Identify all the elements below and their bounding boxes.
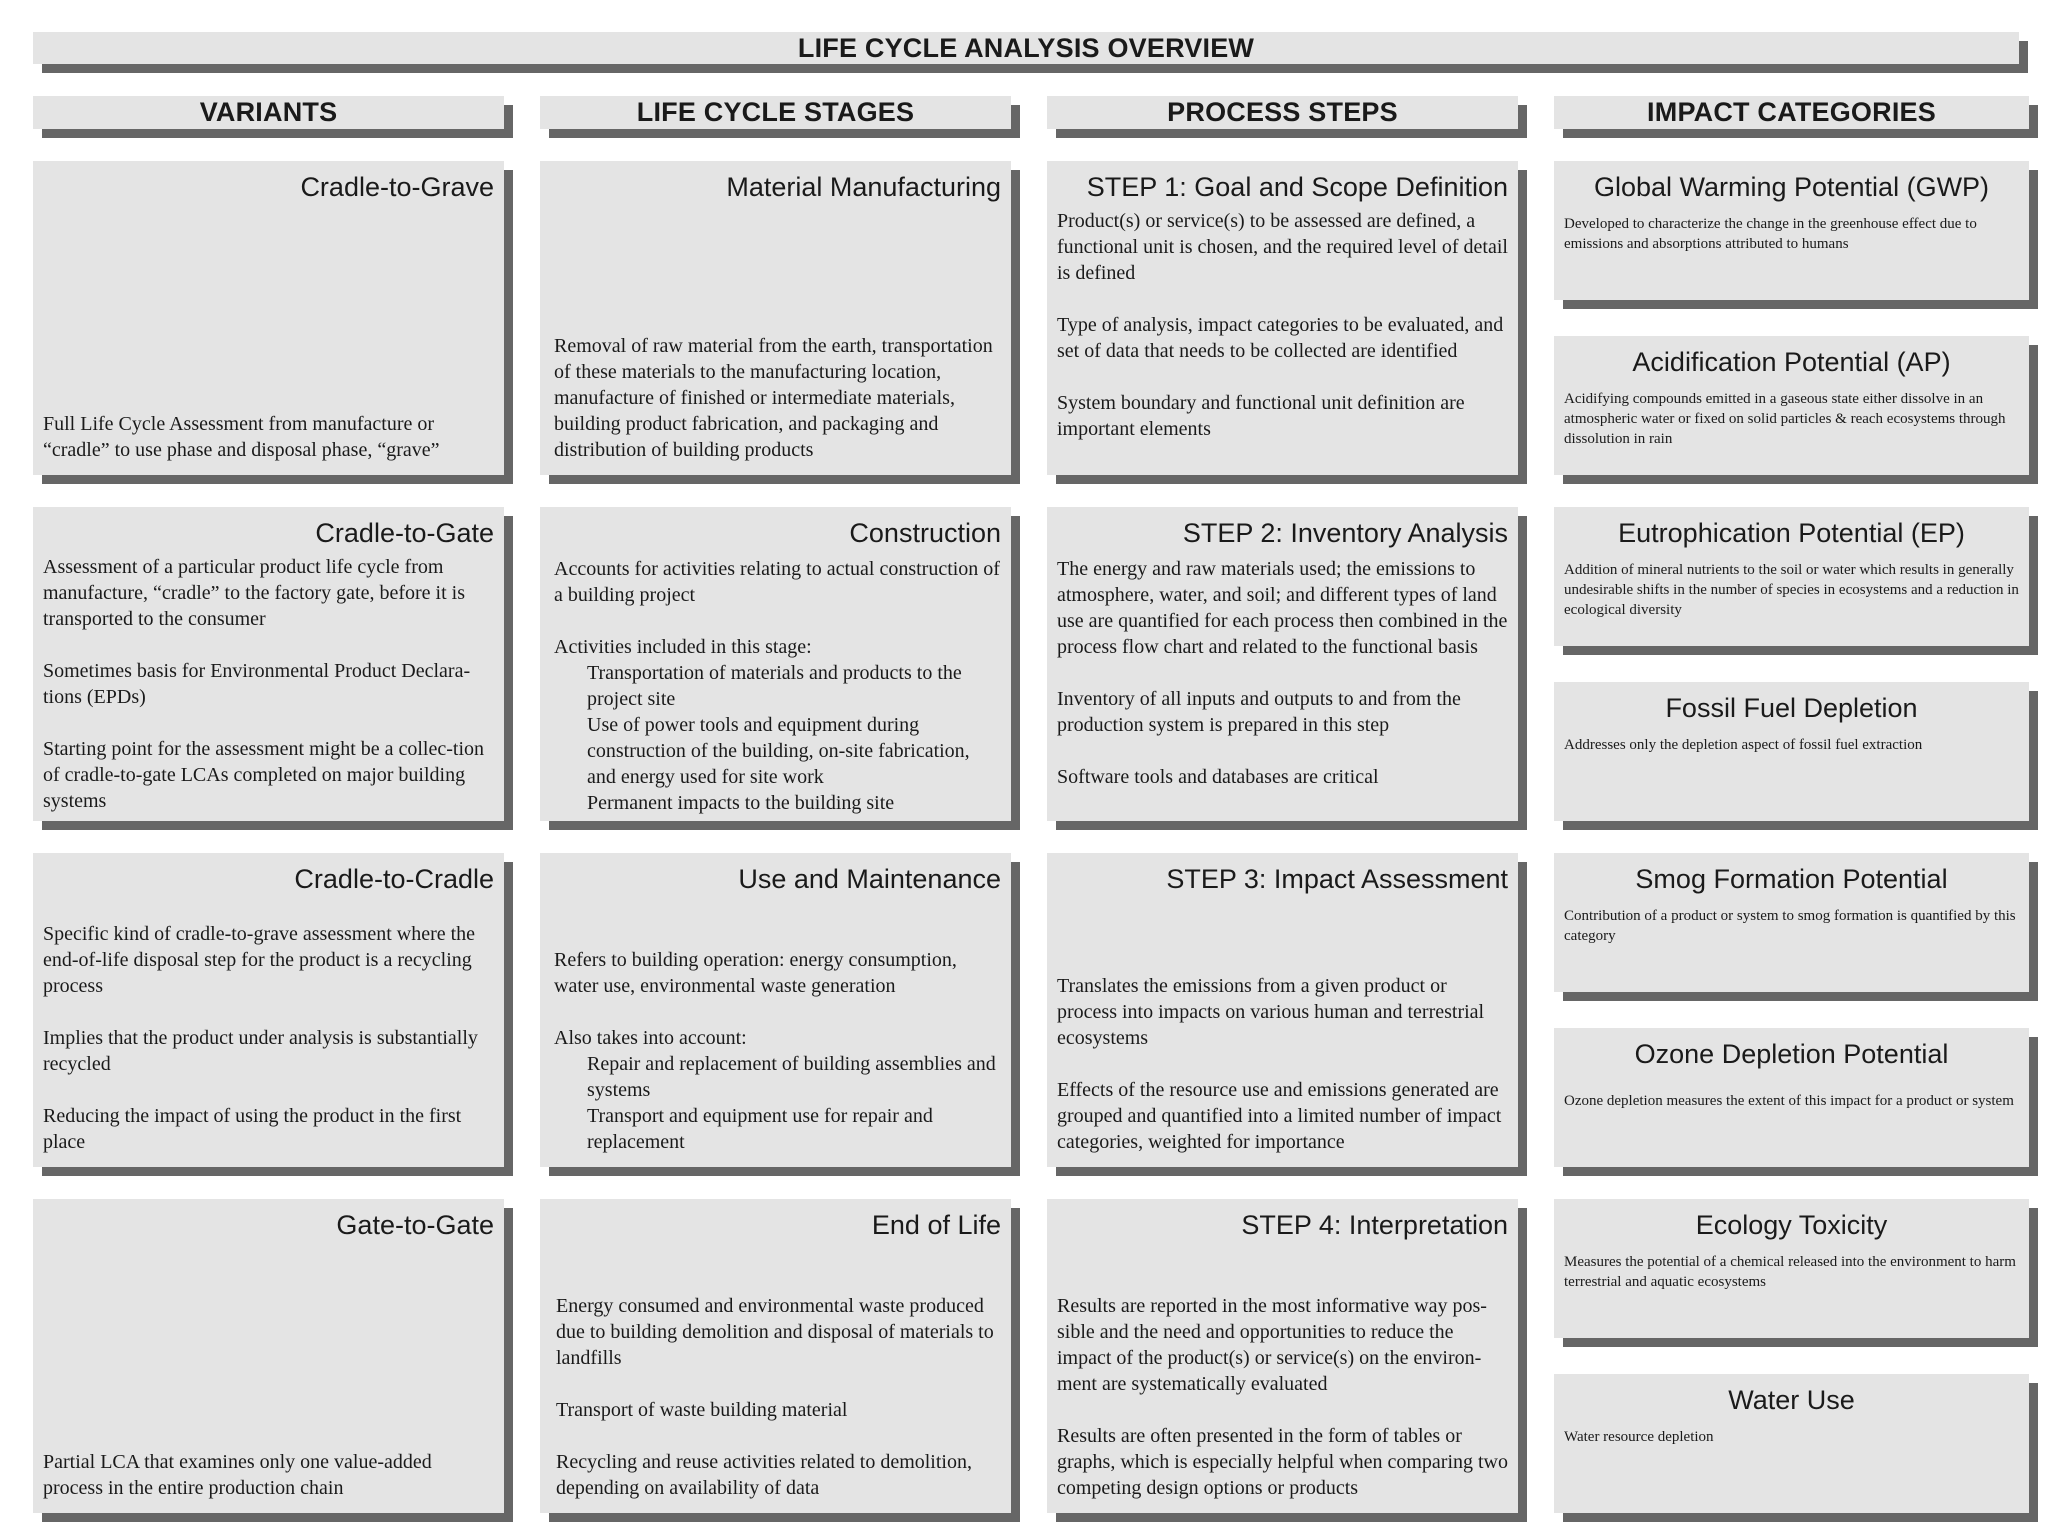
impact-card-eutrophication [1554, 507, 2029, 646]
stage-description: Accounts for activities relating to actual construction of a building project Activities included in this stage: Transportation of materials and products to the project site Use of power tools and equipment during construction of the building, on-site fabrication, and energy used for site work Permanent impacts to the building site [554, 558, 1000, 814]
stage-card-construction [540, 507, 1011, 821]
impact-card-water-use [1554, 1374, 2029, 1513]
step-title: STEP 2: Inventory Analysis [1182, 518, 1508, 548]
variant-description: Full Life Cycle Assessment from manufacture or “cradle” to use phase and disposal phase, “grave” [43, 413, 440, 461]
stage-description: Energy consumed and environmental waste produced due to building demolition and disposal of materials to landfills Transport of waste building material Recycling and reuse activities related to demolition, depending on availability of data [556, 1295, 994, 1499]
step-card-interpretation [1047, 1199, 1518, 1513]
step-title: STEP 3: Impact Assessment [1166, 864, 1508, 894]
step-title: STEP 4: Interpretation [1241, 1210, 1508, 1240]
stage-title: Material Manufacturing [726, 172, 1001, 202]
list-item: Use of power tools and equipment during construction of the building, on-site fabrication, and energy used for site work [587, 714, 970, 788]
impact-title: Eutrophication Potential (EP) [1618, 518, 1965, 548]
variant-card-cradle-to-gate [33, 507, 504, 821]
impact-title: Ecology Toxicity [1695, 1210, 1888, 1240]
variant-description: Assessment of a particular product life cycle from manufacture, “cradle” to the factory gate, before it is transported to the consumer Sometimes basis for Environmental Product Declara-tions (EPDs) Starting point for the assessment might be a collec-tion of cradle-to-gate LCAs completed on major building systems [43, 556, 485, 812]
stage-card-end-of-life [540, 1199, 1011, 1513]
column-header-process-steps: PROCESS STEPS [1047, 96, 1518, 129]
impact-title: Acidification Potential (AP) [1632, 347, 1951, 377]
variant-description: Partial LCA that examines only one value-added process in the entire production chain [43, 1451, 432, 1499]
variant-card-cradle-to-cradle [33, 853, 504, 1167]
impact-title: Fossil Fuel Depletion [1665, 693, 1918, 723]
variant-title: Cradle-to-Grave [300, 172, 494, 202]
stage-title: End of Life [871, 1210, 1001, 1240]
column-header-impact-categories: IMPACT CATEGORIES [1554, 96, 2029, 129]
impact-card-fossil-fuel-depletion [1554, 682, 2029, 821]
step-description: The energy and raw materials used; the emissions to atmosphere, water, and soil; and different types of land use are quantified for each process then combined in the process flow chart and related to the functional basis Inventory of all inputs and outputs to and from the production system is prepared in this step Software tools and databases are critical [1057, 558, 1508, 788]
impact-description: Developed to characterize the change in the greenhouse effect due to emissions and absorptions attributed to humans [1564, 216, 1977, 252]
impact-description: Water resource depletion [1564, 1429, 1714, 1445]
impact-card-ecology-toxicity [1554, 1199, 2029, 1338]
list-item: Repair and replacement of building assemblies and systems [587, 1053, 996, 1101]
impact-description: Measures the potential of a chemical released into the environment to harm terrestrial and aquatic ecosystems [1564, 1254, 2016, 1290]
impact-description: Addresses only the depletion aspect of fossil fuel extraction [1564, 737, 1923, 753]
impact-title: Smog Formation Potential [1635, 864, 1948, 894]
step-title: STEP 1: Goal and Scope Definition [1086, 172, 1508, 202]
impact-card-smog-formation [1554, 853, 2029, 992]
variant-title: Gate-to-Gate [336, 1210, 494, 1240]
step-card-goal-and-scope [1047, 161, 1518, 475]
stage-description: Removal of raw material from the earth, transportation of these materials to the manufacturing location, manufacture of finished or intermediate materials, building product fabrication, and packaging and distribution of building products [554, 335, 993, 461]
impact-title: Ozone Depletion Potential [1634, 1039, 1949, 1069]
impact-card-ozone-depletion [1554, 1028, 2029, 1167]
variant-title: Cradle-to-Cradle [294, 864, 494, 894]
stage-card-material-manufacturing [540, 161, 1011, 475]
impact-description: Addition of mineral nutrients to the soil or water which results in generally undesirable shifts in the number of species in ecosystems and a reduction in ecological diversity [1564, 562, 2019, 618]
variant-card-cradle-to-grave [33, 161, 504, 475]
step-description: Translates the emissions from a given product or process into impacts on various human and terrestrial ecosystems Effects of the resource use and emissions generated are grouped and quantified into a limited number of impact categories, weighted for importance [1057, 975, 1502, 1153]
impact-title: Water Use [1728, 1385, 1855, 1415]
variant-title: Cradle-to-Gate [315, 518, 494, 548]
variant-description: Specific kind of cradle-to-grave assessment where the end-of-life disposal step for the product is a recycling process Implies that the product under analysis is substantially recycled Reducing the impact of using the product in the first place [43, 923, 478, 1153]
step-card-inventory-analysis [1047, 507, 1518, 821]
list-item: Permanent impacts to the building site [587, 792, 895, 814]
list-item: Transport and equipment use for repair and replacement [587, 1105, 933, 1153]
stage-title: Construction [849, 518, 1001, 548]
variant-card-gate-to-gate [33, 1199, 504, 1513]
impact-card-gwp [1554, 161, 2029, 300]
impact-title: Global Warming Potential (GWP) [1593, 172, 1990, 202]
step-card-impact-assessment [1047, 853, 1518, 1167]
stage-title: Use and Maintenance [738, 864, 1001, 894]
column-header-variants: VARIANTS [33, 96, 504, 129]
impact-description: Contribution of a product or system to smog formation is quantified by this category [1564, 908, 2016, 944]
stage-description: Refers to building operation: energy consumption, water use, environmental waste generation Also takes into account: Repair and replacement of building assemblies and systems Transport and equipment use for repair and replacement [554, 947, 1001, 1155]
stage-card-use-and-maintenance [540, 853, 1011, 1167]
page-title: LIFE CYCLE ANALYSIS OVERVIEW [33, 32, 2019, 64]
impact-description: Acidifying compounds emitted in a gaseous state either dissolve in an atmospheric water or fixed on solid particles & reach ecosystems through dissolution in rain [1564, 391, 2006, 447]
step-description: Results are reported in the most informative way pos-sible and the need and opportunities to reduce the impact of the product(s) or service(s) on the environ-ment are systematically evaluated Results are often presented in the form of tables or graphs, which is especially helpful when comparing two competing design options or products [1057, 1295, 1508, 1499]
list-item: Transportation of materials and products to the project site [587, 662, 962, 710]
impact-description: Ozone depletion measures the extent of this impact for a product or system [1564, 1093, 2014, 1109]
column-header-life-cycle-stages: LIFE CYCLE STAGES [540, 96, 1011, 129]
impact-card-acidification [1554, 336, 2029, 475]
step-description: Product(s) or service(s) to be assessed are defined, a functional unit is chosen, and the required level of detail is defined Type of analysis, impact categories to be evaluated, and set of data that needs to be collected are identified System boundary and functional unit definition are important elements [1057, 210, 1508, 440]
